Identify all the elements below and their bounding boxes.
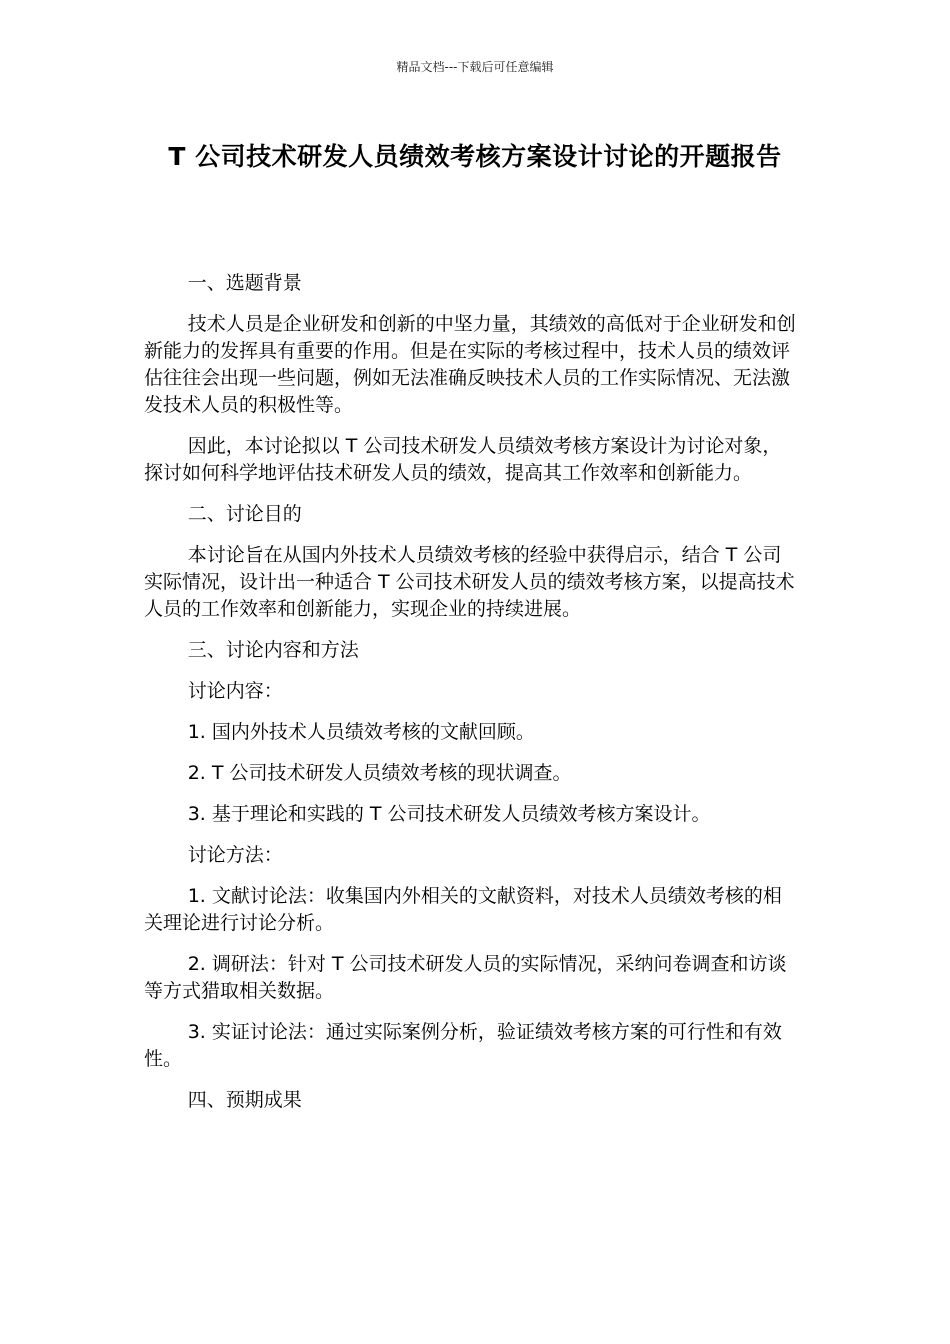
section-heading-purpose: 二、讨论目的 [187, 503, 302, 525]
list-item: 2. 调研法：针对 T 公司技术研发人员的实际情况，采纳问卷调查和访谈等方式猎取相关数据。 [144, 953, 787, 1002]
section-heading-content-methods: 三、讨论内容和方法 [187, 639, 359, 661]
page-header: 精品文档---下载后可任意编辑 [396, 60, 554, 74]
section-heading-background: 一、选题背景 [187, 272, 302, 294]
paragraph: 因此，本讨论拟以 T 公司技术研发人员绩效考核方案设计为讨论对象，探讨如何科学地评估技术研发人员的绩效，提高其工作效率和创新能力。 [144, 435, 782, 484]
paragraph: 技术人员是企业研发和创新的中坚力量，其绩效的高低对于企业研发和创新能力的发挥具有重要的作用。但是在实际的考核过程中，技术人员的绩效评估往往会出现一些问题，例如无法准确反映技术人员的工作实际情况、无法激发技术人员的积极性等。 [144, 313, 796, 416]
paragraph: 讨论方法： [187, 844, 283, 866]
list-item: 3. 基于理论和实践的 T 公司技术研发人员绩效考核方案设计。 [187, 803, 711, 825]
list-item: 1. 国内外技术人员绩效考核的文献回顾。 [187, 721, 535, 743]
document-title: T 公司技术研发人员绩效考核方案设计讨论的开题报告 [168, 142, 782, 171]
paragraph: 本讨论旨在从国内外技术人员绩效考核的经验中获得启示，结合 T 公司实际情况，设计出一种适合 T 公司技术研发人员的绩效考核方案，以提高技术人员的工作效率和创新能力，实现企业的持续进展。 [144, 544, 795, 620]
list-item: 2. T 公司技术研发人员绩效考核的现状调查。 [187, 762, 572, 784]
list-item: 3. 实证讨论法：通过实际案例分析，验证绩效考核方案的可行性和有效性。 [144, 1021, 782, 1070]
document-body [144, 270, 799, 1128]
section-heading-expected-results: 四、预期成果 [187, 1089, 302, 1111]
paragraph: 讨论内容： [187, 680, 283, 702]
list-item: 1. 文献讨论法：收集国内外相关的文献资料，对技术人员绩效考核的相关理论进行讨论分析。 [144, 885, 782, 934]
